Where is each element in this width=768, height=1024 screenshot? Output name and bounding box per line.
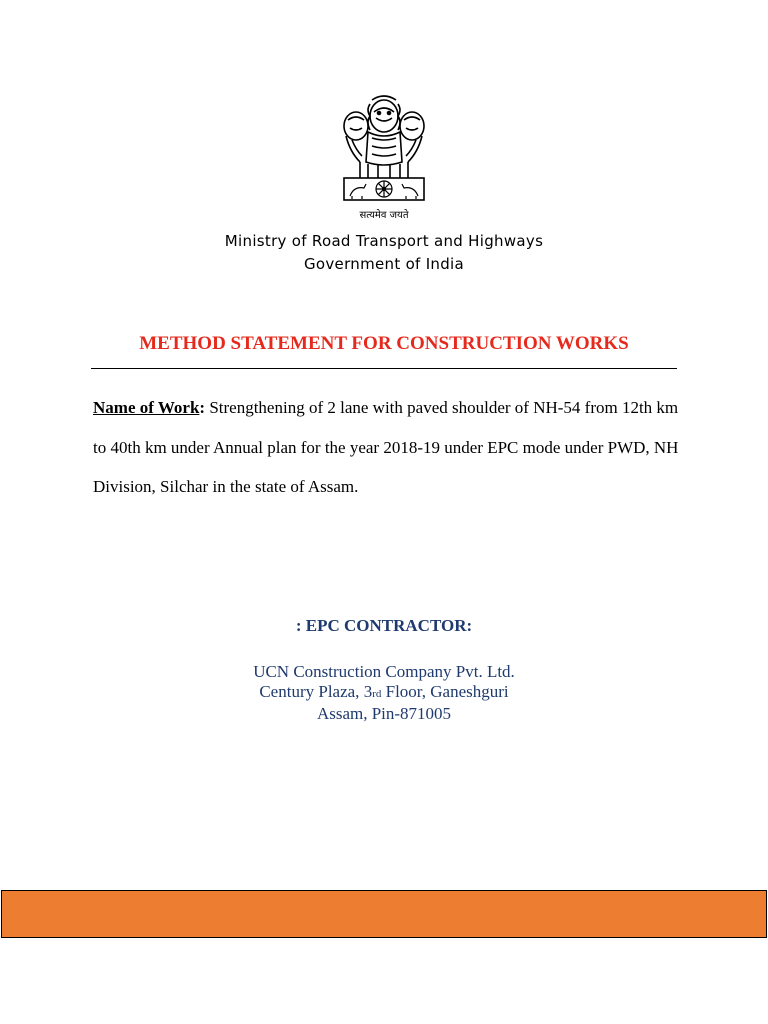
address-floor-number: 3 bbox=[363, 681, 373, 701]
name-of-work-paragraph bbox=[93, 388, 683, 507]
footer-color-bar bbox=[1, 890, 767, 938]
address-prefix: Century Plaza, bbox=[259, 681, 364, 701]
address-floor-suffix: rd bbox=[372, 687, 382, 700]
contractor-company-name: UCN Construction Company Pvt. Ltd. bbox=[253, 662, 515, 681]
title-divider bbox=[91, 368, 677, 369]
epc-contractor-heading: : EPC CONTRACTOR: bbox=[295, 616, 473, 635]
contractor-address-block bbox=[0, 662, 768, 724]
emblem-motto: सत्यमेव जयते bbox=[359, 210, 409, 221]
ministry-name: Ministry of Road Transport and Highways bbox=[224, 232, 544, 250]
address-rest: Floor, Ganeshguri bbox=[381, 681, 509, 701]
contractor-address-line bbox=[0, 682, 768, 705]
contractor-state-pin: Assam, Pin-871005 bbox=[316, 704, 452, 723]
name-of-work-colon: : bbox=[199, 398, 206, 417]
national-emblem-icon bbox=[338, 92, 430, 222]
name-of-work-description: Strengthening of 2 lane with paved shoulder of NH-54 from 12th km to 40th km under Annual plan for the year 2018-19 under EPC mode under PWD, NH Division, Silchar in the state of Assam. bbox=[93, 398, 679, 496]
government-name: Government of India bbox=[303, 255, 465, 273]
document-title: METHOD STATEMENT FOR CONSTRUCTION WORKS bbox=[139, 333, 629, 354]
name-of-work-label: Name of Work bbox=[93, 398, 200, 417]
